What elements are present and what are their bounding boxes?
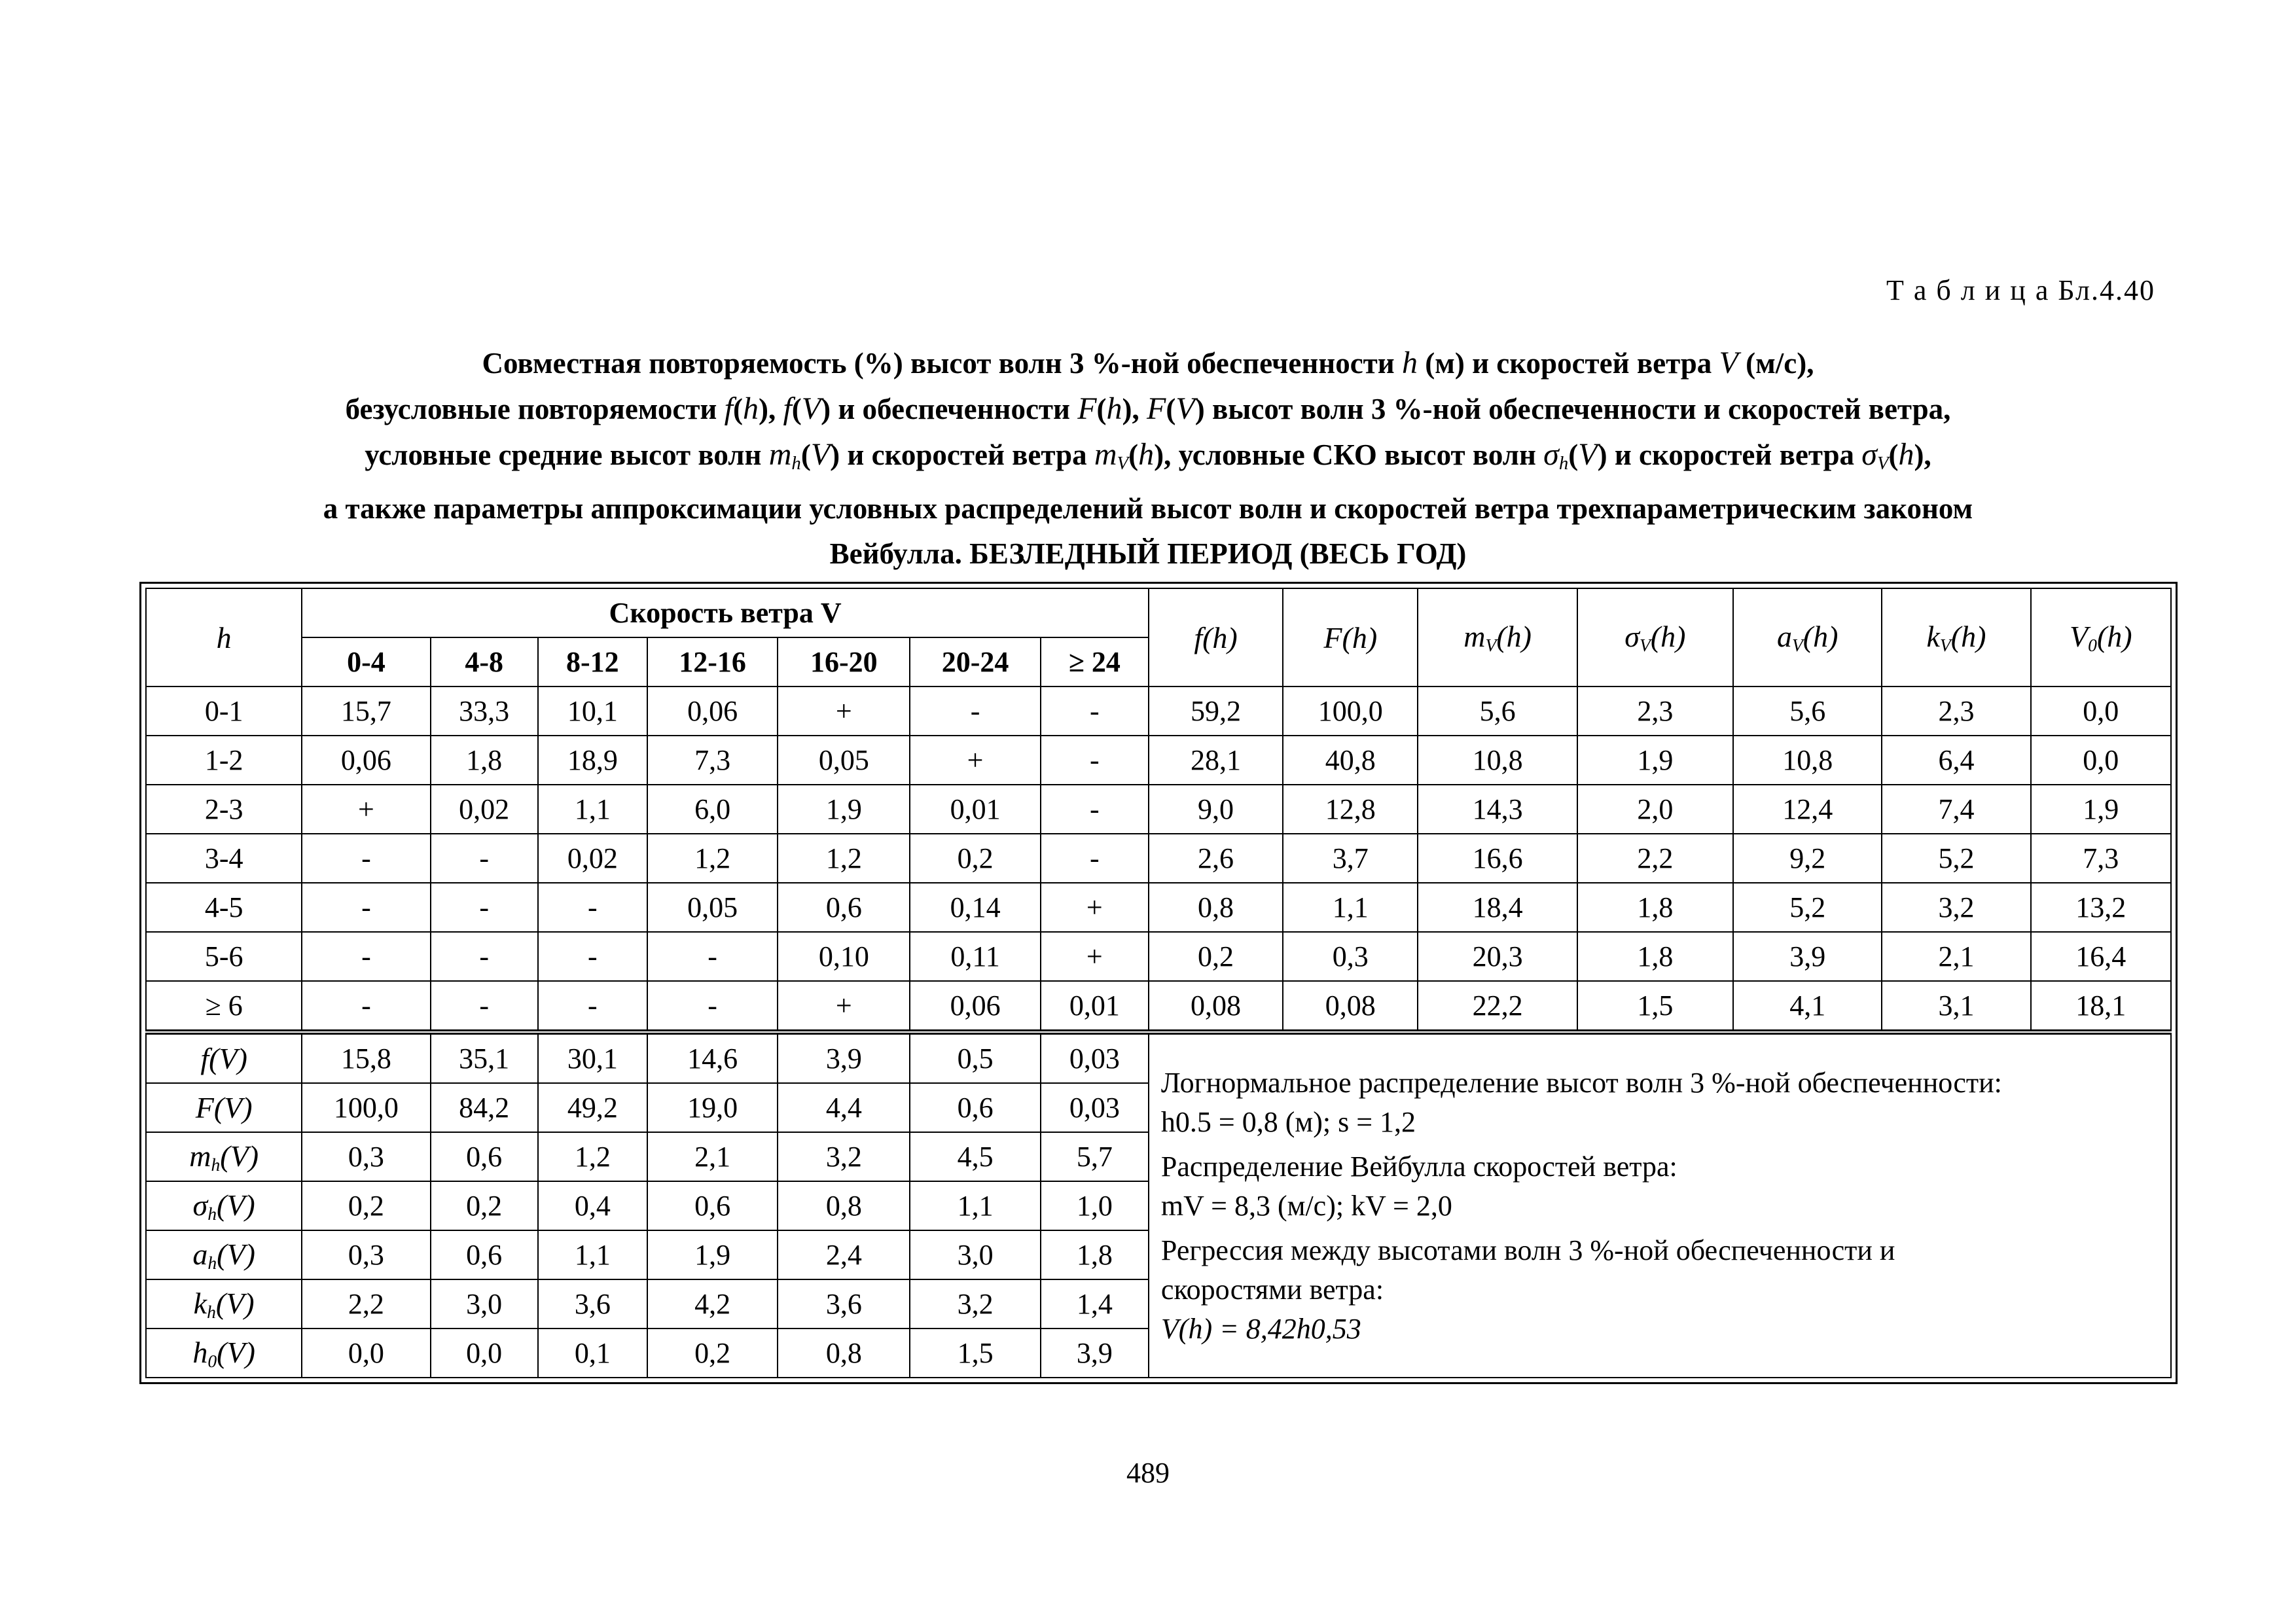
cell-stat: 2,1	[647, 1132, 778, 1181]
cell-stat: 9,2	[1733, 834, 1882, 883]
cell-frequency: 1,8	[431, 736, 538, 785]
caption-line-4: а также параметры аппроксимации условных распределений высот волн и скоростей ветра трехпараметрическим законом	[323, 492, 1973, 526]
data-table	[145, 588, 2172, 1378]
cell-stat: 35,1	[431, 1032, 538, 1083]
cell-stat: 100,0	[1283, 687, 1418, 736]
header-F-h: F(h)	[1283, 588, 1418, 687]
cell-frequency: -	[647, 981, 778, 1032]
bin-header: 16-20	[778, 637, 910, 687]
cell-stat: 14,3	[1418, 785, 1577, 834]
cell-stat: 2,4	[778, 1230, 910, 1279]
cell-frequency: 0,05	[778, 736, 910, 785]
cell-stat: 0,6	[647, 1181, 778, 1230]
cell-stat: 10,8	[1418, 736, 1577, 785]
cell-stat: 0,3	[1283, 932, 1418, 981]
row-h-range: 4-5	[146, 883, 302, 932]
cell-stat: 3,9	[1041, 1329, 1149, 1378]
cell-frequency: -	[431, 834, 538, 883]
cell-stat: 100,0	[302, 1083, 430, 1132]
cell-frequency: 0,01	[910, 785, 1040, 834]
table-row	[146, 1032, 2171, 1083]
cell-frequency: -	[302, 981, 430, 1032]
cell-frequency: -	[910, 687, 1040, 736]
cell-frequency: 1,1	[538, 785, 647, 834]
cell-frequency: 0,06	[910, 981, 1040, 1032]
cell-frequency: +	[1041, 932, 1149, 981]
row-label: $k_h(V)$	[146, 1279, 302, 1329]
cell-frequency: 0,2	[910, 834, 1040, 883]
cell-stat: 20,3	[1418, 932, 1577, 981]
row-label: F(V)	[146, 1083, 302, 1132]
bottom-rows	[146, 1032, 2171, 1378]
cell-frequency: 0,02	[538, 834, 647, 883]
table-caption	[131, 340, 2165, 577]
cell-stat: 12,8	[1283, 785, 1418, 834]
cell-stat: 0,6	[431, 1230, 538, 1279]
cell-stat: 0,0	[431, 1329, 538, 1378]
row-h-range: ≥ 6	[146, 981, 302, 1032]
cell-stat: 0,0	[302, 1329, 430, 1378]
cell-frequency: +	[1041, 883, 1149, 932]
cell-stat: 0,8	[1149, 883, 1283, 932]
cell-stat: 3,0	[431, 1279, 538, 1329]
cell-stat: 19,0	[647, 1083, 778, 1132]
cell-frequency: -	[302, 883, 430, 932]
cell-frequency: -	[302, 834, 430, 883]
cell-stat: 3,2	[1882, 883, 2030, 932]
cell-stat: 1,8	[1577, 883, 1733, 932]
cell-stat: 0,0	[2031, 736, 2171, 785]
cell-stat: 0,2	[647, 1329, 778, 1378]
cell-stat: 1,4	[1041, 1279, 1149, 1329]
cell-stat: 0,3	[302, 1230, 430, 1279]
table-row	[146, 932, 2171, 981]
caption-line-5: Вейбулла. БЕЗЛЕДНЫЙ ПЕРИОД (ВЕСЬ ГОД)	[829, 537, 1467, 571]
cell-frequency: -	[647, 932, 778, 981]
regression-title-1: Регрессия между высотами волн 3 %-ной обеспеченности и	[1160, 1234, 1895, 1266]
cell-frequency: -	[302, 932, 430, 981]
cell-stat: 0,03	[1041, 1083, 1149, 1132]
table-row	[146, 834, 2171, 883]
cell-frequency: +	[778, 687, 910, 736]
cell-stat: 5,7	[1041, 1132, 1149, 1181]
cell-stat: 0,1	[538, 1329, 647, 1378]
regression-title-2: скоростями ветра:	[1160, 1273, 1384, 1306]
cell-stat: 0,2	[1149, 932, 1283, 981]
table-number: Т а б л и ц а Бл.4.40	[1886, 274, 2155, 306]
header-sigmaV-h: $\sigma_V(h)$	[1577, 588, 1733, 687]
cell-frequency: -	[431, 883, 538, 932]
cell-stat: 1,2	[538, 1132, 647, 1181]
cell-stat: 3,0	[910, 1230, 1040, 1279]
cell-stat: 7,4	[1882, 785, 2030, 834]
cell-stat: 4,2	[647, 1279, 778, 1329]
cell-stat: 0,0	[2031, 687, 2171, 736]
cell-stat: 30,1	[538, 1032, 647, 1083]
cell-frequency: -	[538, 883, 647, 932]
row-h-range: 1-2	[146, 736, 302, 785]
data-table-frame	[139, 582, 2178, 1384]
cell-frequency: -	[431, 981, 538, 1032]
bin-header: ≥ 24	[1041, 637, 1149, 687]
cell-stat: 0,2	[302, 1181, 430, 1230]
page-number: 489	[1126, 1457, 1170, 1489]
cell-frequency: 0,14	[910, 883, 1040, 932]
cell-frequency: 1,2	[647, 834, 778, 883]
cell-stat: 2,6	[1149, 834, 1283, 883]
cell-stat: 49,2	[538, 1083, 647, 1132]
bin-header: 0-4	[302, 637, 430, 687]
cell-stat: 0,08	[1283, 981, 1418, 1032]
cell-stat: 4,5	[910, 1132, 1040, 1181]
lognormal-title: Логнормальное распределение высот волн 3 %-ной обеспеченности:	[1160, 1066, 2002, 1099]
table-row	[146, 981, 2171, 1032]
cell-stat: 4,4	[778, 1083, 910, 1132]
lognormal-params: h0.5 = 0,8 (м); s = 1,2	[1160, 1105, 1416, 1138]
cell-stat: 59,2	[1149, 687, 1283, 736]
cell-frequency: 0,6	[778, 883, 910, 932]
cell-stat: 40,8	[1283, 736, 1418, 785]
cell-frequency: 0,10	[778, 932, 910, 981]
cell-stat: 10,8	[1733, 736, 1882, 785]
table-row	[146, 736, 2171, 785]
cell-stat: 2,0	[1577, 785, 1733, 834]
cell-stat: 5,6	[1733, 687, 1882, 736]
cell-stat: 0,8	[778, 1181, 910, 1230]
table-row	[146, 883, 2171, 932]
cell-stat: 0,2	[431, 1181, 538, 1230]
weibull-params: mV = 8,3 (м/с); kV = 2,0	[1160, 1189, 1452, 1222]
cell-stat: 1,1	[1283, 883, 1418, 932]
cell-stat: 0,08	[1149, 981, 1283, 1032]
cell-stat: 2,2	[1577, 834, 1733, 883]
cell-stat: 5,2	[1882, 834, 2030, 883]
row-h-range: 5-6	[146, 932, 302, 981]
row-h-range: 0-1	[146, 687, 302, 736]
cell-stat: 1,5	[910, 1329, 1040, 1378]
cell-stat: 12,4	[1733, 785, 1882, 834]
cell-stat: 2,2	[302, 1279, 430, 1329]
row-label: $h_0(V)$	[146, 1329, 302, 1378]
cell-stat: 1,0	[1041, 1181, 1149, 1230]
cell-frequency: -	[1041, 687, 1149, 736]
cell-frequency: 0,06	[302, 736, 430, 785]
cell-stat: 0,5	[910, 1032, 1040, 1083]
cell-frequency: +	[302, 785, 430, 834]
cell-stat: 1,5	[1577, 981, 1733, 1032]
cell-stat: 2,3	[1577, 687, 1733, 736]
cell-stat: 4,1	[1733, 981, 1882, 1032]
cell-stat: 2,3	[1882, 687, 2030, 736]
cell-stat: 0,3	[302, 1132, 430, 1181]
cell-frequency: 0,06	[647, 687, 778, 736]
caption-line-1: Совместная повторяемость (%) высот волн 3 %-ной обеспеченности h (м) и скоростей ветра V (м/с),	[482, 346, 1814, 380]
cell-frequency: 18,9	[538, 736, 647, 785]
cell-stat: 5,2	[1733, 883, 1882, 932]
cell-stat: 28,1	[1149, 736, 1283, 785]
bin-header: 20-24	[910, 637, 1040, 687]
cell-stat: 5,6	[1418, 687, 1577, 736]
header-row-1	[146, 588, 2171, 637]
cell-stat: 0,6	[431, 1132, 538, 1181]
cell-stat: 2,1	[1882, 932, 2030, 981]
cell-stat: 0,8	[778, 1329, 910, 1378]
row-h-range: 3-4	[146, 834, 302, 883]
header-V0-h: $V_0(h)$	[2031, 588, 2171, 687]
bin-header: 4-8	[431, 637, 538, 687]
cell-frequency: -	[538, 932, 647, 981]
cell-frequency: 0,02	[431, 785, 538, 834]
cell-stat: 0,03	[1041, 1032, 1149, 1083]
header-mV-h: $m_V(h)$	[1418, 588, 1577, 687]
regression-formula: V(h) = 8,42h0,53	[1160, 1312, 1361, 1345]
table-row	[146, 687, 2171, 736]
cell-stat: 14,6	[647, 1032, 778, 1083]
bin-header: 8-12	[538, 637, 647, 687]
row-label: f(V)	[146, 1032, 302, 1083]
cell-frequency: -	[538, 981, 647, 1032]
cell-frequency: 10,1	[538, 687, 647, 736]
header-h: h	[146, 588, 302, 687]
cell-stat: 84,2	[431, 1083, 538, 1132]
cell-stat: 1,1	[910, 1181, 1040, 1230]
cell-frequency: 6,0	[647, 785, 778, 834]
cell-stat: 3,9	[1733, 932, 1882, 981]
cell-stat: 1,8	[1577, 932, 1733, 981]
cell-stat: 15,8	[302, 1032, 430, 1083]
cell-stat: 18,1	[2031, 981, 2171, 1032]
cell-stat: 0,6	[910, 1083, 1040, 1132]
row-label: $\sigma_h(V)$	[146, 1181, 302, 1230]
cell-stat: 7,3	[2031, 834, 2171, 883]
cell-stat: 3,9	[778, 1032, 910, 1083]
cell-frequency: -	[1041, 785, 1149, 834]
cell-frequency: 1,9	[778, 785, 910, 834]
cell-frequency: 0,01	[1041, 981, 1149, 1032]
caption-line-3: условные средние высот волн $m_h(V)$ и скоростей ветра $m_V(h)$, условные СКО высот волн $\sigma_h(V)$ и скоростей ветра $\sigma_V(h)$,	[365, 437, 1931, 474]
cell-stat: 18,4	[1418, 883, 1577, 932]
header-f-h: f(h)	[1149, 588, 1283, 687]
cell-stat: 3,2	[778, 1132, 910, 1181]
cell-frequency: 33,3	[431, 687, 538, 736]
caption-line-2: безусловные повторяемости f(h), f(V) и обеспеченности F(h), F(V) высот волн 3 %-ной обеспеченности и скоростей ветра,	[345, 391, 1951, 426]
row-h-range: 2-3	[146, 785, 302, 834]
cell-frequency: -	[1041, 736, 1149, 785]
cell-stat: 3,7	[1283, 834, 1418, 883]
header-wind-speed: Скорость ветра V	[302, 588, 1149, 637]
cell-stat: 1,9	[647, 1230, 778, 1279]
table-row	[146, 785, 2171, 834]
cell-frequency: 1,2	[778, 834, 910, 883]
cell-frequency: 0,11	[910, 932, 1040, 981]
cell-stat: 3,2	[910, 1279, 1040, 1329]
cell-frequency: 7,3	[647, 736, 778, 785]
weibull-title: Распределение Вейбулла скоростей ветра:	[1160, 1150, 1677, 1183]
cell-frequency: -	[1041, 834, 1149, 883]
cell-stat: 3,6	[538, 1279, 647, 1329]
row-label: $a_h(V)$	[146, 1230, 302, 1279]
cell-stat: 16,4	[2031, 932, 2171, 981]
cell-frequency: +	[910, 736, 1040, 785]
cell-stat: 16,6	[1418, 834, 1577, 883]
cell-stat: 6,4	[1882, 736, 2030, 785]
cell-stat: 3,1	[1882, 981, 2030, 1032]
row-label: $m_h(V)$	[146, 1132, 302, 1181]
cell-frequency: 15,7	[302, 687, 430, 736]
cell-frequency: -	[431, 932, 538, 981]
cell-stat: 1,9	[1577, 736, 1733, 785]
cell-stat: 9,0	[1149, 785, 1283, 834]
cell-frequency: +	[778, 981, 910, 1032]
main-rows	[146, 687, 2171, 1032]
header-aV-h: $a_V(h)$	[1733, 588, 1882, 687]
cell-stat: 1,1	[538, 1230, 647, 1279]
cell-frequency: 0,05	[647, 883, 778, 932]
cell-stat: 0,4	[538, 1181, 647, 1230]
cell-stat: 22,2	[1418, 981, 1577, 1032]
cell-stat: 1,9	[2031, 785, 2171, 834]
bin-header: 12-16	[647, 637, 778, 687]
cell-stat: 1,8	[1041, 1230, 1149, 1279]
header-kV-h: $k_V(h)$	[1882, 588, 2030, 687]
notes-block	[1149, 1032, 2171, 1378]
cell-stat: 3,6	[778, 1279, 910, 1329]
cell-stat: 13,2	[2031, 883, 2171, 932]
